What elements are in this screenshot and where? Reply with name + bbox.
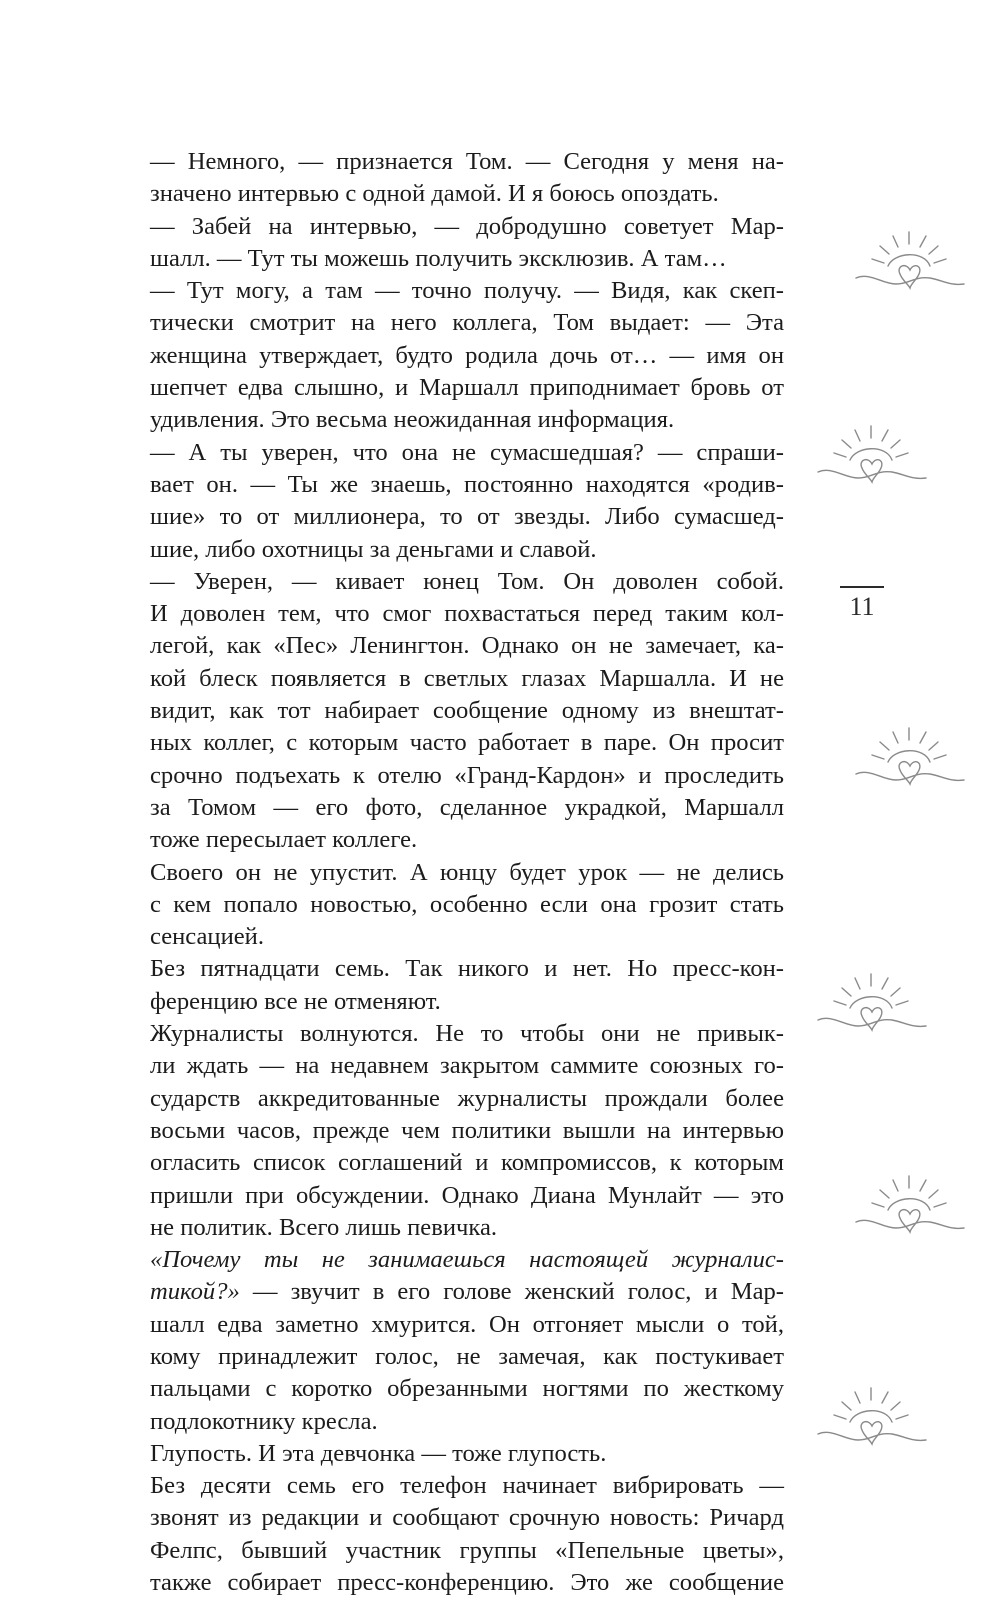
text-line: шие, либо охотницы за деньгами и славой. — [150, 535, 597, 563]
paragraph — [150, 1244, 784, 1438]
text-line: — Тут могу, а там — точно получу. — Видя, как скеп- — [150, 277, 784, 305]
text-line: вает он. — Ты же знаешь, постоянно находятся «родив- — [150, 470, 784, 498]
sun-heart-icon — [800, 968, 950, 1068]
text-line: Без десяти семь его телефон начинает вибрировать — — [150, 1472, 784, 1500]
text-line: Глупость. И эта девчонка — тоже глупость. — [150, 1439, 607, 1467]
text-line: кой блеск появляется в светлых глазах Маршалла. И не — [150, 664, 784, 692]
paragraph — [150, 146, 784, 211]
text-line: звонят из редакции и сообщают срочную новость: Ричард — [150, 1504, 784, 1532]
sun-heart-icon — [838, 1170, 988, 1270]
text-line: женщина утверждает, будто родила дочь от… — имя он — [150, 341, 784, 369]
paragraph — [150, 857, 784, 954]
paragraph — [150, 1438, 784, 1470]
text-line: Без пятнадцати семь. Так никого и нет. Но пресс-кон- — [150, 955, 784, 983]
sun-heart-icon — [838, 722, 988, 822]
text-line: — А ты уверен, что она не сумасшедшая? — спраши- — [150, 438, 784, 466]
text-line: подлокотнику кресла. — [150, 1407, 378, 1435]
paragraph — [150, 1018, 784, 1244]
text-line: тоже пересылает коллеге. — [150, 826, 418, 854]
text-fragment: — звучит в его голове женский голос, и Мар- — [239, 1278, 784, 1306]
page-number: 11 — [849, 592, 875, 621]
text-line: легой, как «Пес» Ленингтон. Однако он не замечает, ка- — [150, 632, 784, 660]
text-line: — Уверен, — кивает юнец Том. Он доволен собой. — [150, 567, 784, 595]
text-line: шалл. — Тут ты можешь получить эксклюзив. А там… — [150, 244, 727, 272]
text-line: шалл едва заметно хмурится. Он отгоняет мысли о той, — [150, 1310, 784, 1338]
italic-quote-end: тикой?» — [150, 1278, 240, 1306]
text-line: ли ждать — на недавнем закрытом саммите союзных го- — [150, 1052, 784, 1080]
page-number-rule — [840, 586, 884, 588]
text-line: огласить список соглашений и компромиссов, к которым — [150, 1149, 784, 1177]
sun-heart-icon — [800, 420, 950, 520]
text-line: пришли при обсуждении. Однако Диана Мунлайт — это — [150, 1181, 784, 1209]
text-line: Журналисты волнуются. Не то чтобы они не привык- — [150, 1020, 784, 1048]
text-line: Своего он не упустит. А юнцу будет урок — не делись — [150, 858, 784, 886]
text-line: срочно подъехать к отелю «Гранд-Кардон» и проследить — [150, 761, 784, 789]
body-text — [150, 146, 784, 1599]
paragraph — [150, 211, 784, 276]
paragraph — [150, 953, 784, 1018]
italic-quote-line: «Почему ты не занимаешься настоящей журналис- — [150, 1246, 784, 1274]
paragraph — [150, 437, 784, 566]
text-line: не политик. Всего лишь певичка. — [150, 1213, 498, 1241]
text-line: также собирает пресс-конференцию. Это же сообщение — [150, 1569, 784, 1597]
text-line: сударств аккредитованные журналисты прождали более — [150, 1084, 784, 1112]
text-line: тически смотрит на него коллега, Том выдает: — Эта — [150, 309, 784, 337]
sun-heart-icon — [800, 1382, 950, 1482]
text-line: шепчет едва слышно, и Маршалл приподнимает бровь от — [150, 374, 784, 402]
paragraph — [150, 1470, 784, 1599]
text-line: Фелпс, бывший участник группы «Пепельные цветы», — [150, 1536, 784, 1564]
text-line: удивления. Это весьма неожиданная информация. — [150, 406, 675, 434]
text-line: шие» то от миллионера, то от звезды. Либо сумасшед- — [150, 503, 784, 531]
sun-heart-icon — [838, 226, 988, 326]
text-line: — Немного, — признается Том. — Сегодня у меня на- — [150, 148, 784, 175]
paragraph — [150, 566, 784, 857]
text-line: видит, как тот набирает сообщение одному из внештат- — [150, 697, 784, 725]
text-line: ференцию все не отменяют. — [150, 987, 441, 1015]
text-line: — Забей на интервью, — добродушно советует Мар- — [150, 212, 784, 240]
page-number-block — [832, 586, 892, 622]
text-line: с кем попало новостью, особенно если она грозит стать — [150, 890, 784, 918]
text-line: кому принадлежит голос, не замечая, как постукивает — [150, 1342, 784, 1370]
text-line — [150, 1276, 784, 1308]
text-line: пальцами с коротко обрезанными ногтями по жесткому — [150, 1375, 784, 1403]
text-line: сенсацией. — [150, 923, 264, 951]
paragraph — [150, 275, 784, 436]
text-line: восьми часов, прежде чем политики вышли на интервью — [150, 1116, 784, 1144]
text-line: за Томом — его фото, сделанное украдкой, Маршалл — [150, 793, 784, 821]
text-line: И доволен тем, что смог похвастаться перед таким кол- — [150, 600, 784, 628]
text-line: значено интервью с одной дамой. И я боюсь опоздать. — [150, 180, 719, 208]
text-line: ных коллег, с которым часто работает в паре. Он просит — [150, 729, 784, 757]
